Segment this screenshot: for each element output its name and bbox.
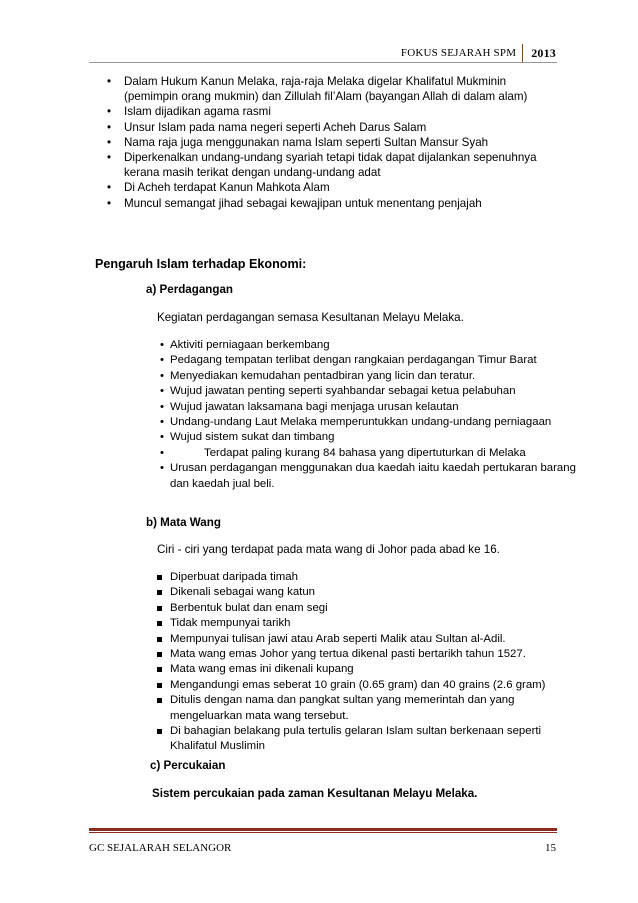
intro-bullet-list — [107, 74, 547, 211]
footer-rule-thin — [89, 832, 557, 833]
list-item: • Di Acheh terdapat Kanun Mahkota Alam — [107, 180, 547, 195]
list-item: Mengandungi emas seberat 10 grain (0.65 gram) dan 40 grains (2.6 gram) — [157, 678, 577, 693]
list-item: Di bahagian belakang pula tertulis gelaran Islam sultan berkenaan seperti Khalifatul Muslimin — [157, 724, 577, 755]
page-header — [401, 44, 556, 62]
list-item: • Wujud sistem sukat dan timbang — [160, 430, 580, 445]
list-item: Dikenali sebagai wang katun — [157, 585, 577, 600]
list-item — [160, 446, 580, 461]
list-item: • Pedagang tempatan terlibat dengan rangkaian perdagangan Timur Barat — [160, 353, 580, 368]
list-item: • Islam dijadikan agama rasmi — [107, 104, 547, 119]
list-item: Mata wang emas ini dikenali kupang — [157, 662, 577, 677]
list-item: • Muncul semangat jihad sebagai kewajipan untuk menentang penjajah — [107, 196, 547, 211]
page-number: 15 — [545, 842, 556, 854]
list-item: • Menyediakan kemudahan pentadbiran yang licin dan teratur. — [160, 369, 580, 384]
perdagangan-list — [160, 338, 580, 492]
list-item: • Diperkenalkan undang-undang syariah tetapi tidak dapat dijalankan sepenuhnya kerana masih terikat dengan undang-undang adat — [107, 150, 547, 180]
list-item: Tidak mempunyai tarikh — [157, 616, 577, 631]
list-item: • Nama raja juga menggunakan nama Islam seperti Sultan Mansur Syah — [107, 135, 547, 150]
list-item: • Wujud jawatan penting seperti syahbandar sebagai ketua pelabuhan — [160, 384, 580, 399]
list-item: • Wujud jawatan laksamana bagi menjaga urusan kelautan — [160, 400, 580, 415]
perdagangan-intro: Kegiatan perdagangan semasa Kesultanan Melayu Melaka. — [157, 311, 464, 324]
subsection-heading-percukaian: c) Percukaian — [150, 759, 226, 772]
footer-rule-thick — [89, 828, 557, 831]
footer-label: GC SEJALARAH SELANGOR — [89, 842, 232, 854]
mata-wang-list — [157, 570, 577, 755]
list-item-text: Terdapat paling kurang 84 bahasa yang dipertuturkan di Melaka — [204, 446, 526, 459]
list-item: Diperbuat daripada timah — [157, 570, 577, 585]
percukaian-intro: Sistem percukaian pada zaman Kesultanan Melayu Melaka. — [152, 787, 478, 800]
list-item: Berbentuk bulat dan enam segi — [157, 601, 577, 616]
section-heading: Pengaruh Islam terhadap Ekonomi: — [95, 257, 307, 271]
header-title: FOKUS SEJARAH SPM — [400, 47, 517, 59]
list-item: Mata wang emas Johor yang tertua dikenal pasti bertarikh tahun 1527. — [157, 647, 577, 662]
list-item: • Undang-undang Laut Melaka memperuntukkan undang-undang perniagaan — [160, 415, 580, 430]
list-item: Mempunyai tulisan jawi atau Arab seperti Malik atau Sultan al-Adil. — [157, 632, 577, 647]
list-item: • Aktiviti perniagaan berkembang — [160, 338, 580, 353]
list-item: • Unsur Islam pada nama negeri seperti Acheh Darus Salam — [107, 120, 547, 135]
subsection-heading-perdagangan: a) Perdagangan — [146, 283, 233, 296]
list-item: • Dalam Hukum Kanun Melaka, raja-raja Melaka digelar Khalifatul Mukminin (pemimpin orang mukmin) dan Zillulah fil’Alam (bayangan Allah di dalam alam) — [107, 74, 547, 104]
list-item: Ditulis dengan nama dan pangkat sultan yang memerintah dan yang mengeluarkan mata wang tersebut. — [157, 693, 577, 724]
subsection-heading-mata-wang: b) Mata Wang — [146, 516, 221, 529]
list-item: • Urusan perdagangan menggunakan dua kaedah iaitu kaedah pertukaran barang dan kaedah jual beli. — [160, 461, 580, 492]
mata-wang-intro: Ciri - ciri yang terdapat pada mata wang di Johor pada abad ke 16. — [157, 543, 500, 556]
header-year: 2013 — [531, 45, 556, 60]
header-separator — [522, 44, 523, 62]
header-rule — [89, 62, 557, 63]
